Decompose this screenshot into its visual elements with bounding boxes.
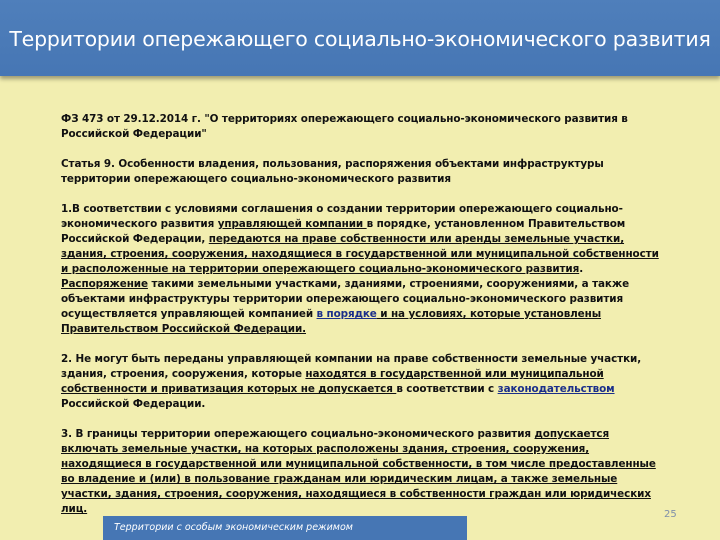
p1-underlined-3: Распоряжение	[61, 278, 148, 290]
law-title: ФЗ 473 от 29.12.2014 г. "О территориях опережающего социально-экономического развития в Российской Федерации"	[61, 113, 628, 140]
p2-text-2: в соответствии с	[396, 383, 498, 395]
paragraph-2	[61, 352, 661, 412]
p1-text-2: в порядке, установленном Правительством Российской Федерации,	[61, 218, 626, 245]
paragraph-1	[61, 202, 661, 337]
title-bar	[0, 0, 720, 76]
page-number: 25	[664, 509, 677, 520]
p2-text-3: Российской Федерации.	[61, 398, 206, 410]
p1-underlined-1: управляющей компании	[217, 218, 367, 230]
p1-text-1: 1.В соответствии с условиями соглашения о создании территории опережающего социально-экономического развития	[61, 203, 623, 230]
article-title: Статья 9. Особенности владения, пользования, распоряжения объектами инфраструктуры территории опережающего социально-экономического развития	[61, 158, 604, 185]
p1-link-procedure[interactable]: в порядке	[316, 308, 377, 320]
p1-underlined-4: и на условиях, которые установлены Правительством Российской Федерации.	[61, 308, 602, 335]
paragraph-3	[61, 427, 661, 517]
slide-body	[61, 112, 661, 532]
p3-text-1: 3. В границы территории опережающего социально-экономического развития	[61, 428, 535, 440]
p3-underlined-1: допускается включать земельные участки, на которых расположены здания, строения, сооружения, находящиеся в государственной или муниципальной собственности, в том числе предоставленные во владение и (или) в пользование гражданам или юридическим лицам, а также земельные участки, здания, строения, сооружения, находящиеся в собственности граждан или юридических лиц.	[61, 428, 656, 515]
slide-title: Территории опережающего социально-экономического развития	[9, 27, 711, 51]
p2-link-legislation[interactable]: законодательством	[497, 383, 615, 395]
p2-text-1: 2. Не могут быть переданы управляющей компании на праве собственности земельные участки, здания, строения, сооружения, которые	[61, 353, 642, 380]
p2-underlined-1: находятся в государственной или муниципальной собственности и приватизация которых не допускается	[61, 368, 604, 395]
p1-text-3: .	[579, 263, 584, 275]
p1-underlined-2: передаются на праве собственности или аренды земельные участки, здания, строения, сооружения, находящиеся в государственной или муниципальной собственности и расположенные на территории опережающего социально-экономического развития	[61, 233, 659, 275]
p1-text-4: такими земельными участками, зданиями, строениями, сооружениями, а также объектами инфраструктуры территории опережающего социально-экономического развития осуществляется управляющей компанией	[61, 278, 630, 320]
footer-text: Территории с особым экономическим режимом	[114, 522, 353, 533]
